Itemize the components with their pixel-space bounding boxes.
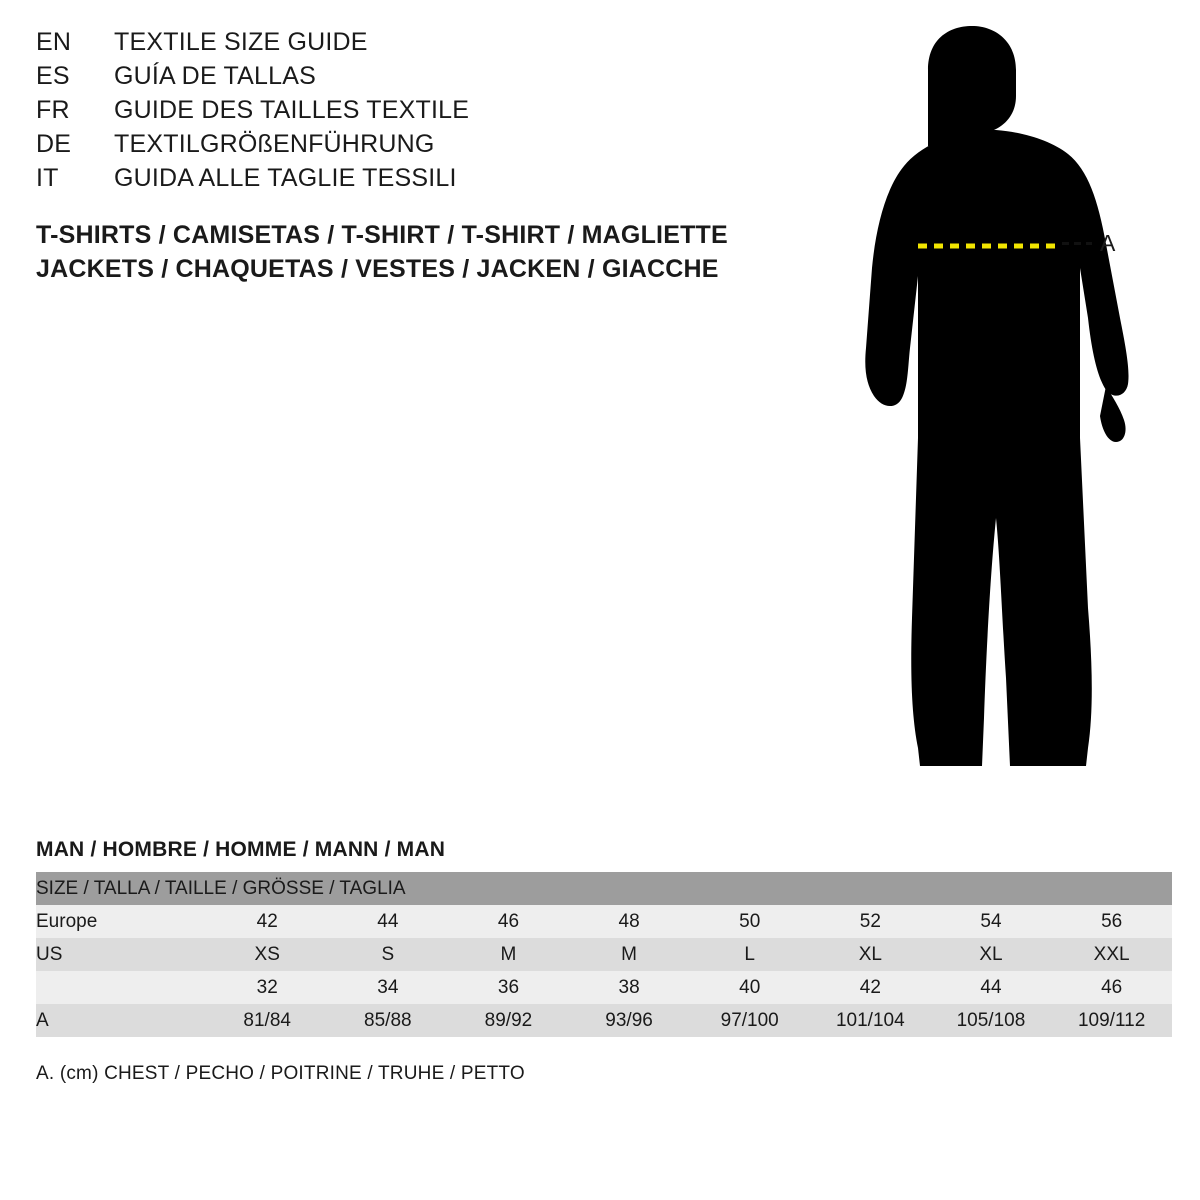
table-footnote: A. (cm) CHEST / PECHO / POITRINE / TRUHE / PETTO (36, 1063, 525, 1084)
table-band-label: SIZE / TALLA / TAILLE / GRÖSSE / TAGLIA (36, 872, 1172, 905)
measure-label-a: A (1100, 230, 1116, 256)
table-cell: XS (207, 938, 328, 971)
table-cell: 44 (328, 905, 449, 938)
language-title: GUIDE DES TAILLES TEXTILE (114, 96, 470, 124)
language-row (36, 62, 736, 96)
table-cell: 85/88 (328, 1004, 449, 1037)
language-title: TEXTILGRÖßENFÜHRUNG (114, 130, 435, 158)
table-cell: 105/108 (931, 1004, 1052, 1037)
table-cell: 52 (810, 905, 931, 938)
language-row (36, 164, 736, 198)
table-cell: 42 (810, 971, 931, 1004)
table-cell: 109/112 (1051, 1004, 1172, 1037)
table-cell: 36 (448, 971, 569, 1004)
language-title: TEXTILE SIZE GUIDE (114, 28, 368, 56)
table-row (36, 971, 1172, 1004)
table-cell: 101/104 (810, 1004, 931, 1037)
language-code: ES (36, 62, 70, 90)
measure-leader-dashes (1062, 242, 1092, 245)
language-row (36, 96, 736, 130)
table-row (36, 938, 1172, 971)
table-cell: 44 (931, 971, 1052, 1004)
category-tshirts: T-SHIRTS / CAMISETAS / T-SHIRT / T-SHIRT / MAGLIETTE (36, 221, 728, 249)
garment-category-list (36, 218, 796, 286)
table-cell: 89/92 (448, 1004, 569, 1037)
table-cell: 42 (207, 905, 328, 938)
size-table-section (36, 838, 1172, 1085)
category-jackets: JACKETS / CHAQUETAS / VESTES / JACKEN / GIACCHE (36, 255, 719, 283)
language-list (36, 28, 736, 198)
language-code: DE (36, 130, 72, 158)
table-row (36, 1004, 1172, 1037)
male-silhouette-icon (800, 18, 1200, 788)
table-cell: 40 (689, 971, 810, 1004)
row-label: US (36, 938, 207, 971)
table-heading: MAN / HOMBRE / HOMME / MANN / MAN (36, 838, 446, 861)
table-cell: L (689, 938, 810, 971)
table-cell: 34 (328, 971, 449, 1004)
table-cell: 46 (448, 905, 569, 938)
table-cell: 56 (1051, 905, 1172, 938)
language-title: GUIDA ALLE TAGLIE TESSILI (114, 164, 457, 192)
language-title: GUÍA DE TALLAS (114, 62, 316, 90)
size-table (36, 872, 1172, 1037)
row-label (36, 971, 207, 1004)
table-cell: 54 (931, 905, 1052, 938)
table-row (36, 905, 1172, 938)
table-cell: 46 (1051, 971, 1172, 1004)
table-cell: 97/100 (689, 1004, 810, 1037)
table-cell: 48 (569, 905, 690, 938)
table-cell: XL (810, 938, 931, 971)
table-cell: 81/84 (207, 1004, 328, 1037)
table-cell: 93/96 (569, 1004, 690, 1037)
language-row (36, 130, 736, 164)
language-code: EN (36, 28, 72, 56)
body-figure (800, 18, 1200, 788)
table-cell: 32 (207, 971, 328, 1004)
table-cell: S (328, 938, 449, 971)
table-band-row (36, 872, 1172, 905)
table-cell: XXL (1051, 938, 1172, 971)
table-cell: M (448, 938, 569, 971)
language-row (36, 28, 736, 62)
table-cell: XL (931, 938, 1052, 971)
language-code: IT (36, 164, 59, 192)
table-cell: 50 (689, 905, 810, 938)
table-cell: 38 (569, 971, 690, 1004)
language-code: FR (36, 96, 70, 124)
row-label: A (36, 1004, 207, 1037)
row-label: Europe (36, 905, 207, 938)
table-cell: M (569, 938, 690, 971)
